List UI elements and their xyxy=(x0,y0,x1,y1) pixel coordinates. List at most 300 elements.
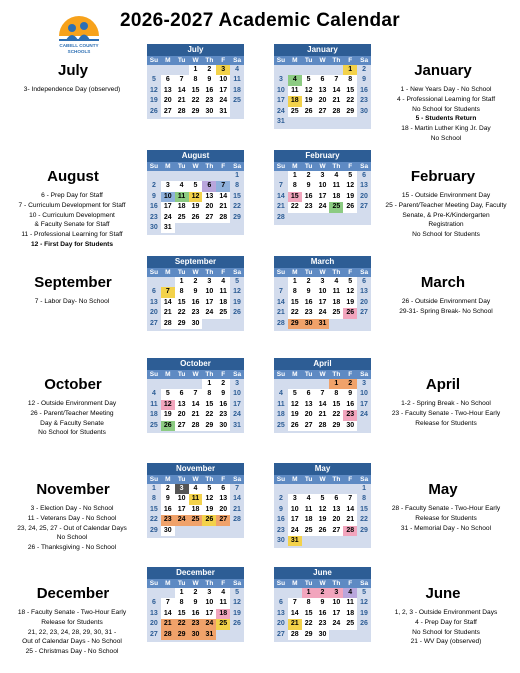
day-cell: 2 xyxy=(316,588,330,598)
month-notes-may xyxy=(375,504,517,533)
weekday-label: Th xyxy=(332,371,341,378)
day-grid xyxy=(274,379,371,433)
empty-cell xyxy=(230,223,244,233)
day-cell: 6 xyxy=(151,288,156,296)
day-cell: 14 xyxy=(277,298,285,306)
day-cell: 27 xyxy=(277,630,285,638)
calendar-header: January xyxy=(274,44,371,56)
day-grid xyxy=(147,277,244,331)
day-cell: 17 xyxy=(329,609,343,619)
day-cell: 10 xyxy=(161,192,175,202)
day-cell: 10 xyxy=(202,287,216,297)
day-cell: 28 xyxy=(316,421,330,431)
weekday-label: Th xyxy=(332,269,341,276)
day-cell: 1 xyxy=(362,485,367,492)
weekday-label: Su xyxy=(276,57,286,64)
day-cell: 1 xyxy=(329,379,343,389)
note-line: 28 - Faculty Senate - Two-Hour Early xyxy=(391,505,501,512)
day-cell: 31 xyxy=(216,107,230,117)
day-cell: 24 xyxy=(277,107,285,115)
day-cell: 3 xyxy=(278,76,283,84)
day-cell: 1 xyxy=(202,379,216,389)
day-cell: 9 xyxy=(316,598,330,608)
page-title: 2026-2027 Academic Calendar xyxy=(120,10,400,31)
weekday-label: W xyxy=(192,371,199,378)
day-cell: 22 xyxy=(175,619,189,629)
day-cell: 31 xyxy=(161,223,175,233)
day-grid xyxy=(274,171,371,225)
calendar-jan xyxy=(274,44,371,129)
weekday-label: M xyxy=(292,57,298,64)
day-cell: 27 xyxy=(202,213,216,223)
day-cell: 21 xyxy=(161,308,175,318)
weekday-label: Th xyxy=(205,476,214,483)
day-cell: 4 xyxy=(151,390,156,398)
day-cell: 9 xyxy=(216,389,230,399)
day-cell: 17 xyxy=(233,400,241,408)
weekday-label: Sa xyxy=(360,371,369,378)
weekday-label: Sa xyxy=(360,163,369,170)
day-cell: 2 xyxy=(189,277,203,287)
day-cell: 13 xyxy=(302,400,316,410)
day-cell: 19 xyxy=(343,192,357,202)
day-cell: 24 xyxy=(329,619,343,629)
weekday-label: F xyxy=(221,371,226,378)
day-cell: 21 xyxy=(175,96,189,106)
weekday-label: F xyxy=(221,57,226,64)
day-cell: 20 xyxy=(360,192,368,200)
day-cell: 19 xyxy=(150,97,158,105)
empty-cell xyxy=(202,319,216,329)
month-notes-sep xyxy=(1,297,143,307)
day-cell: 21 xyxy=(277,309,285,317)
day-cell: 27 xyxy=(175,421,189,431)
day-grid xyxy=(147,379,244,433)
empty-cell xyxy=(288,379,302,389)
day-cell: 5 xyxy=(202,484,216,494)
note-line: No School for Students xyxy=(412,628,480,636)
note-line: 21, 22, 23, 24, 28, 29, 30, 31 - xyxy=(27,628,117,636)
day-grid xyxy=(274,277,371,331)
weekday-label: Tu xyxy=(304,57,313,64)
month-title-apr: April xyxy=(425,376,461,393)
day-cell: 13 xyxy=(360,288,368,296)
calendar-header: June xyxy=(274,567,371,579)
empty-cell xyxy=(175,65,189,75)
day-cell: 30 xyxy=(316,630,330,640)
day-cell: 2 xyxy=(302,171,316,181)
day-cell: 23 xyxy=(189,619,203,629)
note-line: 23, 24, 25, 27 - Out of Calendar Days xyxy=(17,524,127,532)
day-cell: 19 xyxy=(202,505,216,515)
day-cell: 17 xyxy=(161,202,175,212)
day-cell: 20 xyxy=(329,515,343,525)
empty-cell xyxy=(202,526,216,536)
day-cell: 26 xyxy=(343,308,357,318)
empty-cell xyxy=(274,171,288,181)
month-notes-oct xyxy=(1,399,143,438)
empty-cell xyxy=(302,65,316,75)
note-line: 4 - Professional Learning for Staff xyxy=(396,95,496,103)
day-cell: 9 xyxy=(189,598,203,608)
note-line: 1-2 - Spring Break - No School xyxy=(401,400,491,407)
empty-cell xyxy=(202,171,216,181)
day-cell: 5 xyxy=(302,75,316,85)
day-cell: 25 xyxy=(150,421,158,429)
weekday-label: F xyxy=(348,269,353,276)
day-cell: 31 xyxy=(202,630,216,640)
weekday-label: Sa xyxy=(233,57,242,64)
empty-cell xyxy=(161,588,175,598)
empty-cell xyxy=(329,65,343,75)
empty-cell xyxy=(343,117,357,127)
note-line: 12 - First Day for Students xyxy=(30,240,114,248)
day-cell: 18 xyxy=(329,298,343,308)
note-line: 26 - Thanksgiving - No School xyxy=(27,544,117,552)
note-line: No School for Students xyxy=(412,231,480,239)
day-cell: 16 xyxy=(202,86,216,96)
day-cell: 4 xyxy=(302,494,316,504)
day-grid xyxy=(274,484,371,548)
day-cell: 5 xyxy=(362,589,367,596)
weekday-label: Tu xyxy=(177,269,186,276)
day-cell: 24 xyxy=(288,526,302,536)
day-cell: 28 xyxy=(233,516,241,524)
day-cell: 9 xyxy=(161,494,175,504)
note-line: 6 - Prep Day for Staff xyxy=(41,192,103,199)
day-cell: 3 xyxy=(175,484,189,494)
day-cell: 5 xyxy=(189,181,203,191)
day-cell: 18 xyxy=(216,609,230,619)
empty-cell xyxy=(216,171,230,181)
day-cell: 22 xyxy=(233,203,241,211)
weekday-label: Sa xyxy=(233,269,242,276)
weekday-row xyxy=(147,268,244,277)
day-cell: 7 xyxy=(161,287,175,297)
day-cell: 1 xyxy=(175,588,189,598)
day-cell: 15 xyxy=(360,505,368,513)
day-cell: 14 xyxy=(161,609,175,619)
day-cell: 4 xyxy=(235,66,240,73)
weekday-label: M xyxy=(292,269,298,276)
empty-cell xyxy=(230,526,244,536)
day-cell: 10 xyxy=(175,494,189,504)
empty-cell xyxy=(329,117,343,127)
weekday-label: M xyxy=(165,580,171,587)
month-notes-jul xyxy=(1,85,143,95)
day-cell: 31 xyxy=(316,319,330,329)
empty-cell xyxy=(329,484,343,494)
day-cell: 25 xyxy=(302,526,316,536)
day-cell: 19 xyxy=(161,410,175,420)
empty-cell xyxy=(161,379,175,389)
day-cell: 17 xyxy=(175,505,189,515)
day-cell: 24 xyxy=(202,308,216,318)
weekday-label: Sa xyxy=(233,163,242,170)
day-cell: 19 xyxy=(233,298,241,306)
day-cell: 8 xyxy=(175,287,189,297)
empty-cell xyxy=(316,213,330,223)
day-cell: 13 xyxy=(329,505,343,515)
day-cell: 5 xyxy=(151,76,156,84)
weekday-label: Sa xyxy=(233,371,242,378)
day-cell: 5 xyxy=(161,389,175,399)
day-cell: 16 xyxy=(150,203,158,211)
day-cell: 16 xyxy=(189,609,203,619)
calendar-header: December xyxy=(147,567,244,579)
day-grid xyxy=(274,588,371,642)
day-cell: 3 xyxy=(216,65,230,75)
day-cell: 26 xyxy=(233,309,241,317)
weekday-label: W xyxy=(192,163,199,170)
day-cell: 26 xyxy=(343,202,357,212)
day-cell: 3 xyxy=(202,588,216,598)
day-cell: 25 xyxy=(277,421,285,429)
weekday-label: Tu xyxy=(304,476,313,483)
note-line: 12 - Outside Environment Day xyxy=(27,400,117,407)
day-cell: 8 xyxy=(302,598,316,608)
weekday-label: F xyxy=(221,476,226,483)
calendar-nov xyxy=(147,463,244,538)
day-cell: 8 xyxy=(343,75,357,85)
day-cell: 22 xyxy=(343,96,357,106)
day-cell: 20 xyxy=(202,202,216,212)
day-cell: 2 xyxy=(151,182,156,190)
day-cell: 16 xyxy=(277,516,285,524)
day-cell: 15 xyxy=(175,609,189,619)
day-cell: 21 xyxy=(161,619,175,629)
day-cell: 21 xyxy=(189,410,203,420)
day-cell: 29 xyxy=(302,630,316,640)
day-cell: 12 xyxy=(202,494,216,504)
day-cell: 4 xyxy=(216,277,230,287)
empty-cell xyxy=(230,630,244,640)
weekday-label: W xyxy=(192,57,199,64)
day-cell: 4 xyxy=(329,171,343,181)
day-cell: 25 xyxy=(329,202,343,212)
day-cell: 9 xyxy=(278,505,283,513)
note-line: Out of Calendar Days - No School xyxy=(22,638,122,646)
day-cell: 30 xyxy=(150,223,158,231)
weekday-label: M xyxy=(165,57,171,64)
weekday-label: Th xyxy=(332,476,341,483)
empty-cell xyxy=(147,65,161,75)
day-cell: 11 xyxy=(288,86,302,96)
day-cell: 26 xyxy=(161,421,175,431)
weekday-label: M xyxy=(292,476,298,483)
day-cell: 17 xyxy=(202,609,216,619)
day-cell: 23 xyxy=(343,410,357,420)
day-cell: 22 xyxy=(150,516,158,524)
day-cell: 21 xyxy=(343,515,357,525)
month-title-may: May xyxy=(428,481,458,498)
day-cell: 4 xyxy=(175,181,189,191)
day-cell: 5 xyxy=(343,171,357,181)
day-cell: 22 xyxy=(360,516,368,524)
note-line: 1, 2, 3 - Outside Environment Days xyxy=(394,609,498,616)
day-cell: 13 xyxy=(360,182,368,190)
day-cell: 27 xyxy=(150,630,158,638)
note-line: No School xyxy=(430,134,462,142)
day-cell: 7 xyxy=(316,389,330,399)
day-cell: 29 xyxy=(360,526,368,534)
weekday-label: Tu xyxy=(304,371,313,378)
day-cell: 11 xyxy=(329,287,343,297)
day-cell: 13 xyxy=(277,609,285,617)
day-cell: 4 xyxy=(278,390,283,398)
day-cell: 28 xyxy=(288,630,302,640)
day-cell: 22 xyxy=(202,410,216,420)
calendar-oct xyxy=(147,358,244,433)
note-line: No School for Students xyxy=(38,429,106,437)
calendar-header: April xyxy=(274,358,371,370)
day-cell: 8 xyxy=(288,287,302,297)
day-cell: 3 xyxy=(288,494,302,504)
day-cell: 30 xyxy=(343,421,357,431)
day-cell: 10 xyxy=(277,86,285,94)
day-cell: 21 xyxy=(277,203,285,211)
weekday-label: Su xyxy=(276,163,286,170)
calendar-header: November xyxy=(147,463,244,475)
day-cell: 28 xyxy=(189,421,203,431)
day-cell: 22 xyxy=(329,410,343,420)
weekday-label: F xyxy=(348,476,353,483)
day-cell: 16 xyxy=(189,298,203,308)
calendar-apr xyxy=(274,358,371,433)
day-cell: 26 xyxy=(360,620,368,628)
day-cell: 23 xyxy=(150,213,158,221)
empty-cell xyxy=(302,117,316,127)
empty-cell xyxy=(274,484,288,494)
day-cell: 23 xyxy=(202,96,216,106)
day-grid xyxy=(147,65,244,119)
day-cell: 24 xyxy=(175,515,189,525)
empty-cell xyxy=(343,630,357,640)
day-cell: 30 xyxy=(360,107,368,115)
empty-cell xyxy=(357,536,371,546)
day-cell: 26 xyxy=(189,213,203,223)
calendar-feb xyxy=(274,150,371,225)
empty-cell xyxy=(329,630,343,640)
month-notes-feb xyxy=(375,191,517,240)
empty-cell xyxy=(147,379,161,389)
weekday-row xyxy=(147,475,244,484)
month-title-feb: February xyxy=(410,168,476,185)
empty-cell xyxy=(316,65,330,75)
empty-cell xyxy=(357,319,371,329)
note-line: 26 - Parent/Teacher Meeting xyxy=(30,409,114,417)
day-cell: 2 xyxy=(302,277,316,287)
day-cell: 7 xyxy=(235,485,240,492)
day-cell: 15 xyxy=(288,298,302,308)
weekday-label: M xyxy=(165,269,171,276)
day-cell: 1 xyxy=(175,277,189,287)
note-line: 26 - Outside Environment Day xyxy=(401,298,491,305)
empty-cell xyxy=(302,536,316,546)
day-cell: 14 xyxy=(329,86,343,96)
note-line: Release for Students xyxy=(415,419,477,427)
weekday-label: Th xyxy=(205,57,214,64)
weekday-label: W xyxy=(192,269,199,276)
empty-cell xyxy=(175,171,189,181)
day-cell: 18 xyxy=(189,505,203,515)
empty-cell xyxy=(216,319,230,329)
day-cell: 19 xyxy=(233,609,241,617)
day-cell: 1 xyxy=(151,485,156,492)
day-grid xyxy=(147,171,244,235)
weekday-label: M xyxy=(292,371,298,378)
day-cell: 11 xyxy=(216,598,230,608)
day-cell: 28 xyxy=(329,107,343,117)
weekday-label: Su xyxy=(276,269,286,276)
month-title-mar: March xyxy=(420,274,466,291)
day-cell: 24 xyxy=(233,411,241,419)
calendar-header: May xyxy=(274,463,371,475)
day-cell: 29 xyxy=(343,107,357,117)
empty-cell xyxy=(316,379,330,389)
month-title-jun: June xyxy=(425,585,461,602)
note-line: Release for Students xyxy=(415,514,477,522)
day-cell: 7 xyxy=(216,181,230,191)
weekday-label: F xyxy=(221,269,226,276)
day-cell: 1 xyxy=(288,171,302,181)
day-cell: 8 xyxy=(175,598,189,608)
day-cell: 4 xyxy=(288,75,302,85)
weekday-label: F xyxy=(348,163,353,170)
weekday-label: Th xyxy=(205,269,214,276)
day-cell: 14 xyxy=(175,86,189,96)
day-cell: 7 xyxy=(278,288,283,296)
day-cell: 26 xyxy=(202,515,216,525)
empty-cell xyxy=(316,484,330,494)
weekday-label: Th xyxy=(332,580,341,587)
weekday-label: F xyxy=(348,371,353,378)
day-cell: 30 xyxy=(302,319,316,329)
day-cell: 14 xyxy=(343,505,357,515)
day-cell: 29 xyxy=(329,421,343,431)
day-cell: 25 xyxy=(216,308,230,318)
day-grid xyxy=(274,65,371,129)
weekday-label: Tu xyxy=(304,580,313,587)
day-cell: 8 xyxy=(189,75,203,85)
day-cell: 29 xyxy=(202,421,216,431)
calendar-mar xyxy=(274,256,371,331)
empty-cell xyxy=(288,213,302,223)
empty-cell xyxy=(161,277,175,287)
empty-cell xyxy=(343,536,357,546)
day-cell: 19 xyxy=(316,515,330,525)
day-cell: 30 xyxy=(277,536,285,544)
day-cell: 14 xyxy=(161,298,175,308)
day-cell: 5 xyxy=(288,389,302,399)
day-cell: 7 xyxy=(343,494,357,504)
day-cell: 15 xyxy=(343,86,357,96)
day-cell: 18 xyxy=(343,609,357,619)
day-cell: 7 xyxy=(175,75,189,85)
day-cell: 14 xyxy=(189,400,203,410)
day-cell: 2 xyxy=(278,495,283,503)
school-logo xyxy=(55,10,103,62)
day-cell: 8 xyxy=(235,182,240,190)
day-cell: 23 xyxy=(316,619,330,629)
day-cell: 7 xyxy=(278,182,283,190)
weekday-label: Su xyxy=(149,163,159,170)
day-cell: 9 xyxy=(189,287,203,297)
day-cell: 22 xyxy=(288,202,302,212)
empty-cell xyxy=(161,65,175,75)
day-cell: 30 xyxy=(202,107,216,117)
day-cell: 1 xyxy=(235,172,240,179)
